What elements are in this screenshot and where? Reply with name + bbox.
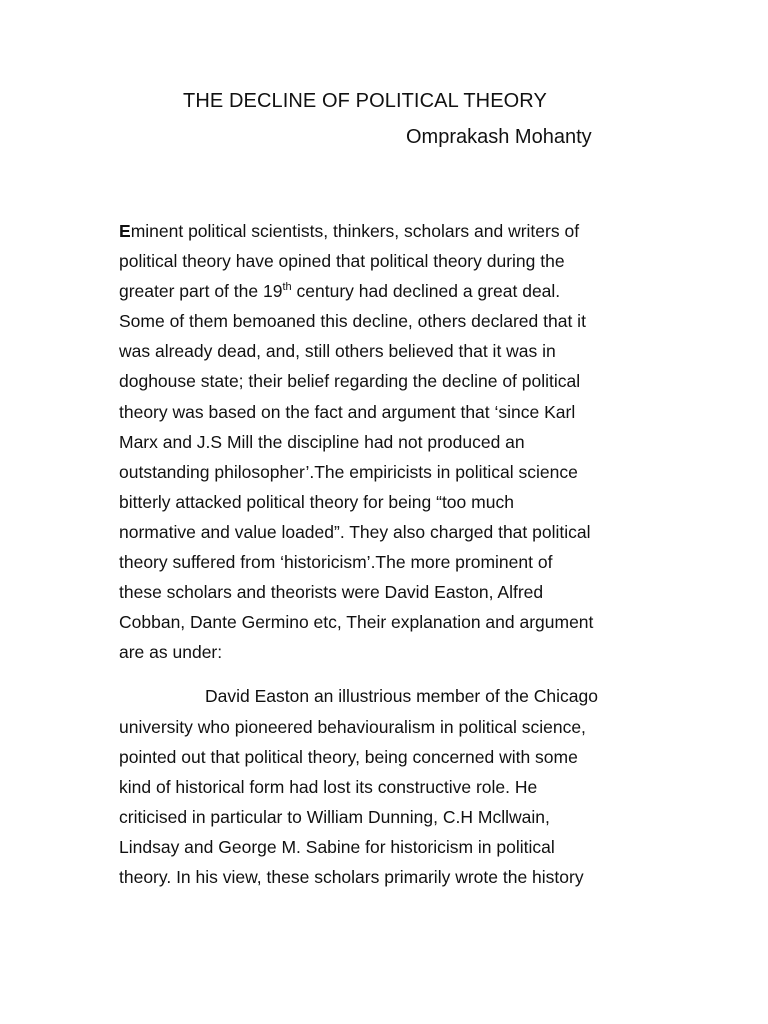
text-line: are as under:: [119, 642, 223, 663]
line-text: David Easton an illustrious member of the Chicago: [205, 686, 598, 707]
text-line: kind of historical form had lost its constructive role. He: [119, 776, 538, 797]
text-line: Cobban, Dante Germino etc, Their explanation and argument: [119, 612, 594, 633]
initial-letter: E: [119, 221, 131, 241]
line-text: minent political scientists, thinkers, scholars and writers of: [130, 221, 580, 241]
document-author: Omprakash Mohanty: [406, 126, 592, 148]
text-line: [119, 276, 659, 306]
document-title: THE DECLINE OF POLITICAL THEORY: [183, 90, 547, 112]
text-line: normative and value loaded”. They also charged that political: [119, 521, 591, 542]
text-line: criticised in particular to William Dunning, C.H Mcllwain,: [119, 806, 550, 827]
text-line: doghouse state; their belief regarding the decline of political: [119, 371, 581, 392]
paragraph-1: [119, 216, 659, 667]
text-line: political theory have opined that political theory during the: [119, 251, 565, 272]
text-line: [119, 681, 659, 711]
paragraph-2: [119, 681, 659, 892]
text-line: theory was based on the fact and argument that ‘since Karl: [119, 401, 576, 422]
text-line: university who pioneered behaviouralism in political science,: [119, 716, 586, 737]
text-line: was already dead, and, still others believed that it was in: [119, 341, 556, 362]
text-line: pointed out that political theory, being concerned with some: [119, 746, 578, 767]
text-line: bitterly attacked political theory for being “too much: [119, 491, 514, 512]
superscript: th: [282, 281, 292, 294]
text-line: [119, 216, 659, 246]
line-text: century had declined a great deal.: [291, 281, 561, 302]
text-line: Some of them bemoaned this decline, others declared that it: [119, 311, 586, 332]
line-text: greater part of the 19: [119, 281, 283, 302]
text-line: Marx and J.S Mill the discipline had not produced an: [119, 431, 525, 452]
text-line: theory. In his view, these scholars primarily wrote the history: [119, 866, 584, 887]
text-line: Lindsay and George M. Sabine for historicism in political: [119, 836, 555, 857]
text-line: theory suffered from ‘historicism’.The more prominent of: [119, 552, 553, 573]
text-line: these scholars and theorists were David Easton, Alfred: [119, 582, 544, 603]
document-body: [119, 216, 659, 892]
text-line: outstanding philosopher’.The empiricists in political science: [119, 461, 578, 482]
